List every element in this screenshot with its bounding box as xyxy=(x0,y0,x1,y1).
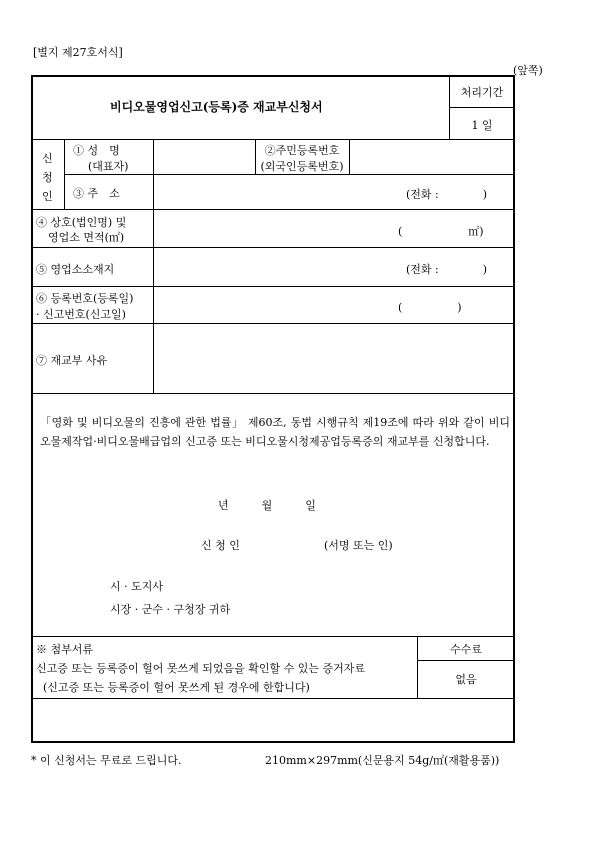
applicant-char-2: 청 xyxy=(42,171,53,184)
applicant-char-1: 신 xyxy=(42,152,53,165)
application-statement: 「영화 및 비디오물의 진흥에 관한 법률」 제60조, 동법 시행규칙 제19조에 따라 위와 같이 비디오물제작업·비디오물배급업의 신고증 또는 비디오물시청제공업등록증의 재교부를 신청합니다. xyxy=(40,416,510,448)
addressee-mayor: 시장 · 군수 · 구청장 귀하 xyxy=(110,603,231,616)
date-line: 년 월 일 xyxy=(218,499,316,512)
row-line xyxy=(31,139,515,140)
reissue-reason-label: ⑦ 재교부 사유 xyxy=(36,354,108,367)
fee-divider xyxy=(417,660,515,661)
attachment-item: 신고증 또는 등록증이 헐어 못쓰게 되었음을 확인할 수 있는 증거자료 xyxy=(36,662,365,675)
resident-number-field[interactable] xyxy=(350,142,514,174)
name-field[interactable] xyxy=(153,142,255,174)
row-line xyxy=(31,286,515,287)
business-name-field[interactable] xyxy=(154,211,389,245)
address-field[interactable] xyxy=(154,176,394,208)
reissue-reason-field[interactable] xyxy=(154,325,513,391)
report-number-label: · 신고번호(신고일) xyxy=(36,308,126,321)
row-line xyxy=(64,174,515,175)
name-label: ① 성 명 xyxy=(73,144,120,157)
registration-date-hint: ( ) xyxy=(398,301,462,314)
signature-label: 신 청 인 xyxy=(201,539,240,552)
attachments-header: ※ 첨부서류 xyxy=(36,643,94,656)
business-area-label: 영업소 면적(㎡) xyxy=(48,231,125,244)
signature-hint: (서명 또는 인) xyxy=(324,539,393,552)
addressee-governor: 시 · 도지사 xyxy=(110,580,163,593)
page-side-label: (앞쪽) xyxy=(513,64,543,77)
row-line xyxy=(31,247,515,248)
resident-number-sublabel: (외국인등록번호) xyxy=(260,160,344,173)
resident-number-label: ②주민등록번호 xyxy=(264,144,340,157)
processing-period-value: 1 일 xyxy=(471,119,493,132)
address-phone-hint: (전화 : ) xyxy=(406,188,488,201)
footer-paper-spec: 210mm×297mm(신문용지 54g/㎡(재활용품)) xyxy=(265,754,500,767)
footer-free-note: * 이 신청서는 무료로 드립니다. xyxy=(31,754,182,767)
row-line xyxy=(31,323,515,324)
address-label: ③ 주 소 xyxy=(73,187,120,200)
applicant-char-3: 인 xyxy=(42,190,53,203)
attachment-item-note: (신고증 또는 등록증이 헐어 못쓰게 된 경우에 한합니다) xyxy=(43,681,310,694)
location-phone-hint: (전화 : ) xyxy=(406,263,488,276)
row-line xyxy=(31,393,515,394)
area-hint: ( ㎡) xyxy=(398,225,484,238)
fee-value: 없음 xyxy=(455,673,477,686)
business-location-label: ⑤ 영업소소재지 xyxy=(36,263,115,276)
business-location-field[interactable] xyxy=(154,249,394,284)
applicant-column-line xyxy=(64,139,65,209)
name-sublabel: (대표자) xyxy=(88,160,129,173)
processing-period-label: 처리기간 xyxy=(460,86,504,99)
fee-label: 수수료 xyxy=(450,643,482,656)
business-name-label: ④ 상호(법인명) 및 xyxy=(36,216,127,229)
registration-number-field[interactable] xyxy=(154,288,389,321)
form-number: [별지 제27호서식] xyxy=(33,46,123,59)
attachments-top-line xyxy=(31,636,515,637)
processing-divider xyxy=(449,107,514,108)
attachments-bottom-line xyxy=(31,698,515,699)
signature-field[interactable] xyxy=(258,532,322,552)
registration-number-label: ⑥ 등록번호(등록일) xyxy=(36,292,134,305)
row-line xyxy=(31,209,515,210)
form-title: 비디오물영업신고(등록)증 재교부신청서 xyxy=(110,100,323,114)
